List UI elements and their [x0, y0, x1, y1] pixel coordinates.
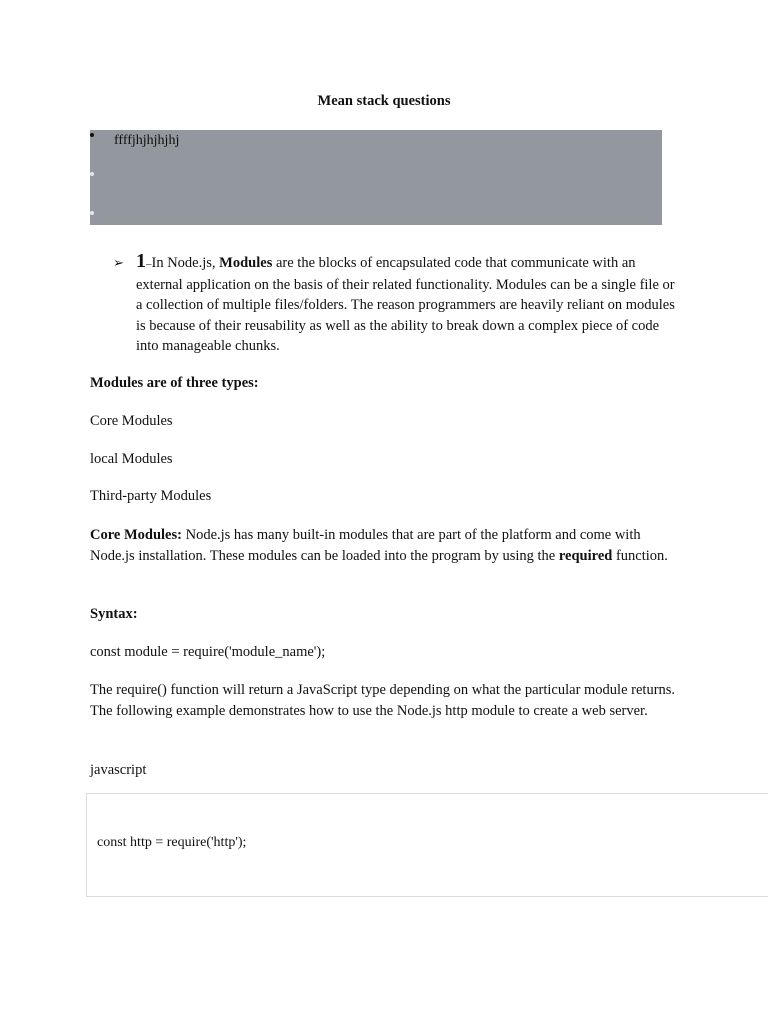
- core-modules-paragraph: [90, 525, 670, 566]
- arrow-bullet-icon: ➢: [113, 255, 124, 270]
- require-paragraph: The require() function will return a JavaScript type depending on what the particular module returns. The following example demonstrates how to use the Node.js http module to create a web server.: [90, 682, 676, 719]
- item-term: Modules: [219, 255, 273, 271]
- item-1-paragraph: [136, 251, 676, 357]
- language-label: javascript: [90, 762, 147, 778]
- core-text-a: Node.js has many built-in modules that are part of the platform and come with Node.js installation. These modules can be loaded into the program by using the: [90, 527, 641, 564]
- code-line: const http = require('http');: [97, 835, 247, 850]
- bullet-dot: [90, 133, 94, 137]
- bullet-dot: [90, 172, 94, 176]
- bullet-dot: [90, 211, 94, 215]
- syntax-label: Syntax:: [90, 606, 138, 622]
- module-type-core: Core Modules: [90, 413, 173, 429]
- module-type-local: local Modules: [90, 451, 173, 467]
- item-intro: In Node.js,: [151, 255, 220, 271]
- gray-box-text: ffffjhjhjhjhj: [114, 133, 180, 148]
- module-type-third-party: Third-party Modules: [90, 488, 212, 504]
- item-rest: are the blocks of encapsulated code that communicate with an external application on the basis of their related functionality. Modules can be a single file or a collection of multiple files/folders. The reason programmers are heavily reliant on modules is because of their reusability as well as the ability to break down a complex piece of code into manageable chunks.: [136, 255, 675, 354]
- syntax-code: const module = require('module_name');: [90, 644, 326, 660]
- item-number: 1: [136, 250, 146, 272]
- core-text-b: function.: [612, 547, 668, 564]
- page-title: Mean stack questions: [317, 93, 451, 109]
- types-heading: Modules are of three types:: [90, 375, 259, 391]
- core-label: Core Modules:: [90, 527, 182, 543]
- item-dash: –: [146, 258, 152, 270]
- core-keyword: required: [558, 547, 613, 564]
